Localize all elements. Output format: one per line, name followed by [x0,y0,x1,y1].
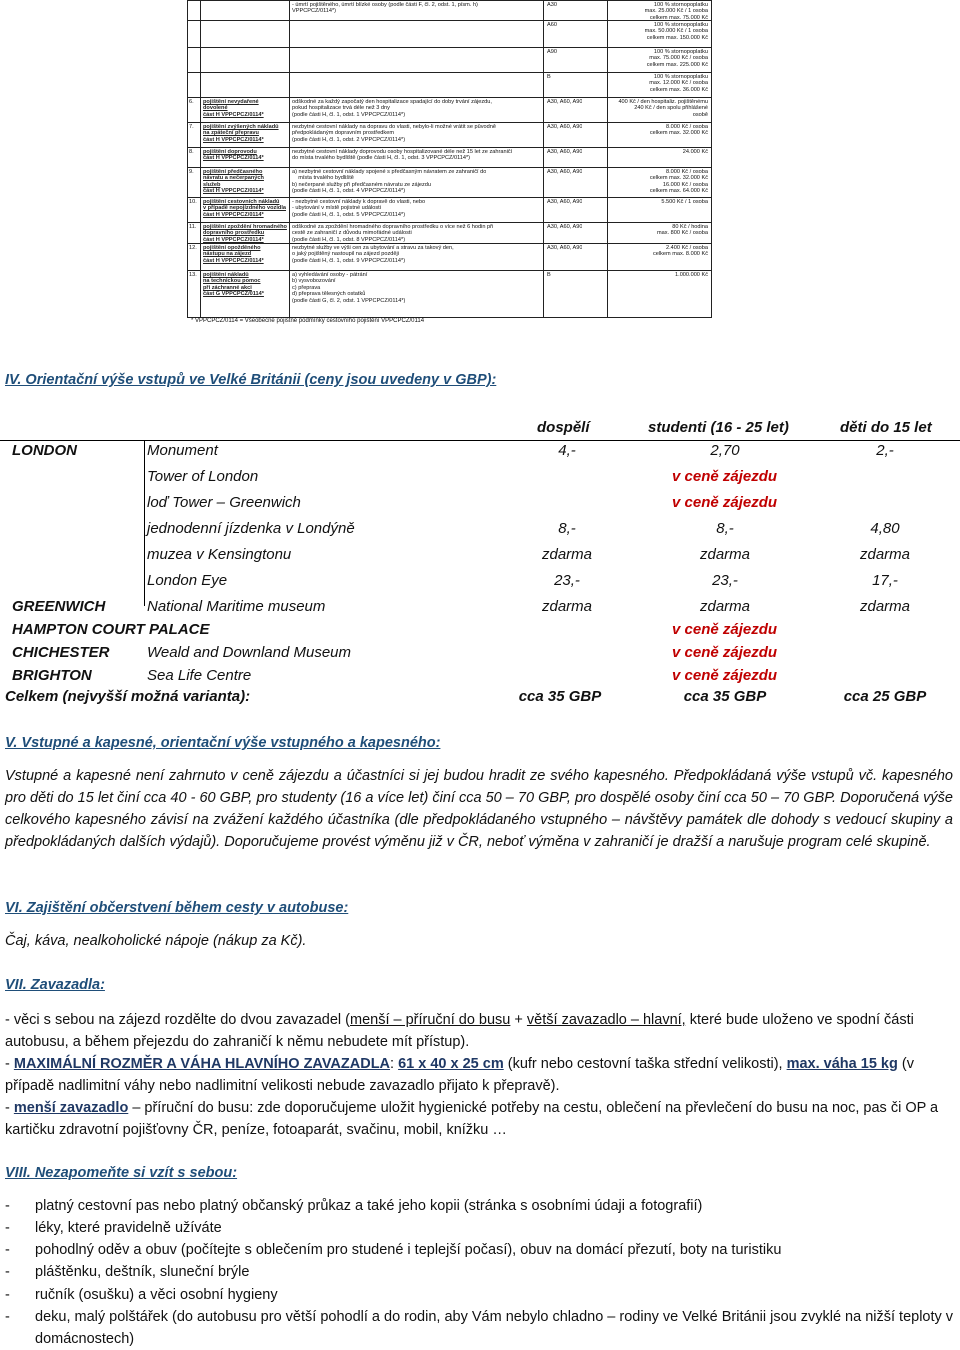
scan-code: A30, A60, A90 [547,99,583,105]
section-5-title: V. Vstupné a kapesné, orientační výše vstupného a kapesného: [5,735,441,751]
bring-list-item [5,1261,955,1283]
scan-limit: 100 % stornopoplatku max. 75.000 Kč / osoba celkem max. 225.000 Kč [646,49,708,68]
scan-desc: a) nezbytné cestovní náklady spojené s předčasným návratem ze zahraničí do místa trvalého bydliště b) nečerpané služby při předčasném návratu ze zájezdu (podle části H, čl. 1, odst. 4 VPPCPCZ/0114*) [292,169,487,195]
row-student-price: 2,70 [710,442,740,459]
total-row [0,688,960,712]
scan-row-line [187,47,712,48]
scan-name: pojištění doprovodu část H VPPCPCZ/0114* [203,149,264,162]
scan-name: pojištění předčasného návratu a nečerpaných služeb část H VPPCPCZ/0114* [203,169,264,195]
row-place: National Maritime museum [147,598,326,615]
row-student-price: 8,- [716,520,734,537]
scan-desc: odškodné za každý započatý den hospitalizace spadající do doby trvání zájezdu, pokud hospitalizace trvá déle než 3 dny (podle části H, čl. 1, odst. 1 VPPCPCZ/0114*) [292,99,492,118]
scan-row-line [187,270,712,271]
scan-num: 11. [189,224,197,230]
scan-code: A60 [547,22,557,28]
scan-code: A30, A60, A90 [547,245,583,251]
scan-row-line [187,243,712,244]
scan-code: A30, A60, A90 [547,124,583,130]
price-row [0,546,960,570]
scan-row-line [187,147,712,148]
col-students-header: studenti (16 - 25 let) [648,419,789,436]
list-dash: - [5,1264,10,1280]
list-dash: - [5,1198,10,1214]
scan-row-line [187,97,712,98]
row-included-note: v ceně zájezdu [672,468,778,485]
price-row [0,468,960,492]
row-child-price: zdarma [859,598,911,615]
row-child-price: 4,80 [870,520,900,537]
scan-num: 7. [189,124,194,130]
scan-num: 12. [189,245,197,251]
scan-row-line [187,72,712,73]
luggage-para-3: - menší zavazadlo – příruční do busu: zde doporučujeme uložit hygienické potřeby na cestu, oblečení na převlečení do busu na noc, pas či OP a kartičku zdravotní pojišťovny ČR, peníze, fotoaparát, svačinu, mobil, knížku … [5,1100,939,1138]
price-row [0,520,960,544]
row-city: LONDON [12,442,77,459]
scan-code: A30, A60, A90 [547,199,583,205]
scan-limit: 8.000 Kč / osoba celkem max. 32.000 Kč [649,124,708,137]
scan-num: 13. [189,272,197,278]
scan-code: B [547,272,551,278]
row-city: BRIGHTON [12,667,92,684]
scan-name: pojištění cestovních nákladů v případě nepojízdného vozidla část H VPPCPCZ/0114* [203,199,286,218]
scan-code: A30, A60, A90 [547,224,583,230]
row-child-price: zdarma [859,546,911,563]
scan-name: pojištění zpoždění hromadného dopravního prostředku část H VPPCPCZ/0114* [203,224,287,243]
scan-row-line [187,122,712,123]
scan-row-line [187,20,712,21]
scan-desc: a) vyhledávání osoby - pátrání b) vysvobozování c) přeprava d) přeprava tělesných ostatků (podle části G, čl. 2, odst. 1 VPPCPCZ/0114*) [292,272,406,304]
price-row [0,598,960,622]
total-child: cca 25 GBP [843,688,927,705]
bring-list-item [5,1284,955,1306]
list-dash: - [5,1287,10,1303]
row-adult-price: zdarma [541,598,593,615]
price-row [0,494,960,518]
total-label: Celkem (nejvyšší možná varianta): [5,688,251,705]
scan-row-line [187,197,712,198]
scan-name: pojištění zvýšených nákladů na zpáteční přepravu část H VPPCPCZ/0114* [203,124,279,143]
section-7-title: VII. Zavazadla: [5,977,105,993]
row-place: Monument [147,442,218,459]
bring-list-item [5,1239,955,1261]
list-dash: - [5,1220,10,1236]
scan-limit: 8.000 Kč / osoba celkem max. 32.000 Kč 16.000 Kč / osoba celkem max. 64.000 Kč [649,169,708,195]
luggage-para-1: - věci s sebou na zájezd rozdělte do dvou zavazadel (menší – příruční do busu + větší zavazadlo – hlavní, které bude uloženo ve spodní části autobusu, a během přejezdu do zahraničí k němu nebudete mít přístup). [5,1012,914,1050]
price-row [0,644,960,668]
row-place: Weald and Downland Museum [147,644,352,661]
row-child-price: 2,- [876,442,894,459]
scan-num: 9. [189,169,194,175]
row-student-price: zdarma [699,598,751,615]
scan-desc: nezbytné cestovní náklady doprovodu osoby hospitalizované déle než 15 let ze zahraničí do místa trvalého bydliště (podle části H, čl. 1, odst. 3 VPPCPCZ/0114*) [292,149,513,162]
scan-desc: - nezbytné cestovní náklady k dopravě do vlasti, nebo - ubytování v místě pojistné události (podle části H, čl. 1, odst. 5 VPPCPCZ/0114*) [292,199,426,218]
scan-name: pojištění nevydařené dovolené část H VPPCPCZ/0114* [203,99,264,118]
list-dash: - [5,1242,10,1258]
list-item-text: pláštěnku, deštník, sluneční brýle [35,1264,250,1280]
row-place: London Eye [147,572,228,589]
price-row [0,572,960,596]
row-city: CHICHESTER [12,644,110,661]
bring-list-item [5,1195,955,1217]
scan-code: A30 [547,2,557,8]
row-student-price: zdarma [699,546,751,563]
section-4-title: IV. Orientační výše vstupů ve Velké Británii (ceny jsou uvedeny v GBP): [5,372,497,388]
scan-limit: 2.400 Kč / osoba celkem max. 8.000 Kč [652,245,708,258]
col-adults-header: dospělí [537,419,590,436]
insurance-scan-table [187,0,712,328]
scan-row-line [187,167,712,168]
scan-row-line [187,222,712,223]
row-place: Tower of London [147,468,259,485]
bring-list-item [5,1306,955,1347]
total-student: cca 35 GBP [683,688,767,705]
total-adult: cca 35 GBP [518,688,602,705]
list-item-text: platný cestovní pas nebo platný občanský průkaz a také jeho kopii (stránka s osobními údaji a fotografií) [35,1198,703,1214]
row-adult-price: 23,- [554,572,580,589]
scan-code: A30, A60, A90 [547,169,583,175]
bring-list-item [5,1217,955,1239]
scan-desc: odškodné za zpoždění hromadného dopravního prostředku o více než 6 hodin při cestě ze zahraničí z důvodu mimořádné události (podle části H, čl. 1, odst. 8 VPPCPCZ/0114*) [292,224,494,243]
row-included-note: v ceně zájezdu [672,494,778,511]
scan-name: pojištění nákladů na technickou pomoc při záchranné akci část G VPPCPCZ/0114* [203,272,264,298]
price-row [0,442,960,466]
list-item-text: pohodlný oděv a obuv (počítejte s oblečením pro studené i teplejší počasí), obuv na domácí přezutí, boty na turistiku [35,1242,782,1258]
section-5-text: Vstupné a kapesné není zahrnuto v ceně zájezdu a účastníci si jej budou hradit ze svého kapesného. Předpokládaná výše vstupů vč. kapesného pro děti do 15 let činí cca 40 - 60 GBP, pro studenty (16 a více let) činí cca 50 – 70 GBP, pro dospělé osoby činí cca 50 – 70 GBP. Doporučená výše celkového kapesného závisí na zvážení každého účastníka (dle předpokládaného vstupného – návštěvy památek dle dohody s vedoucí skupiny a předpokládaných dalších výdajů). Doporučujeme provést výměnu již v ČR, neboť výměna v zahraničí je dražší a narušuje program celé skupině. [5,768,953,850]
luggage-para-2: - MAXIMÁLNÍ ROZMĚR A VÁHA HLAVNÍHO ZAVAZADLA: 61 x 40 x 25 cm (kufr nebo cestovní taška střední velikosti), max. váha 15 kg (v případě nadlimitní váhy nebo nadlimitní velikosti nebude zavazadlo přijato k přepravě). [5,1056,914,1094]
scan-code: A90 [547,49,557,55]
list-item-text: léky, které pravidelně užíváte [35,1220,222,1236]
row-city: HAMPTON COURT PALACE [12,621,210,638]
scan-code: A30, A60, A90 [547,149,583,155]
row-adult-price: 8,- [558,520,576,537]
row-included-note: v ceně zájezdu [672,667,778,684]
scan-limit: 400 Kč / den hospitaliz. pojištěnému 240 Kč / den spolu přihlášené osobě [618,99,708,118]
scan-num: 6. [189,99,194,105]
list-dash: - [5,1309,10,1325]
row-place: Sea Life Centre [147,667,252,684]
scan-desc: nezbytné cestovní náklady na dopravu do vlasti, nebylo-li možné vrátit se původně předpokládaným dopravním prostředkem (podle části H, čl. 1, odst. 2 VPPCPCZ/0114*) [292,124,496,143]
row-place: jednodenní jízdenka v Londýně [147,520,355,537]
list-item-text: deku, malý polštářek (do autobusu pro větší pohodlí a do rodin, aby Vám nebylo chladno – rodiny ve Velké Británii jsou zvyklé na nižší teploty v domácnostech) [35,1309,954,1347]
section-8-title: VIII. Nezapomeňte si vzít s sebou: [5,1165,238,1181]
scan-limit: 100 % stornopoplatku max. 12.000 Kč / osoba celkem max. 36.000 Kč [649,74,708,93]
scan-desc: nezbytné služby ve výši cen za ubytování a stravu za takový den, o jaký pojištěný nastoupil na zájezd později (podle části H, čl. 1, odst. 9 VPPCPCZ/0114*) [292,245,454,264]
scan-code: B [547,74,551,80]
list-item-text: ručník (osušku) a věci osobní hygieny [35,1287,278,1303]
scan-num: 10. [189,199,197,205]
section-6-title: VI. Zajištění občerstvení během cesty v autobuse: [5,900,349,916]
row-included-note: v ceně zájezdu [672,621,778,638]
row-place: loď Tower – Greenwich [147,494,301,511]
scan-limit: 24.000 Kč [682,149,708,155]
row-place: muzea v Kensingtonu [147,546,292,563]
scan-limit: 5.500 Kč / 1 osoba [661,199,708,205]
scan-limit: 1.000.000 Kč [675,272,708,278]
scan-limit: 80 Kč / hodina max. 800 Kč / osoba [657,224,708,237]
col-children-header: děti do 15 let [840,419,932,436]
scan-name: pojištění opožděného nástupu na zájezd část H VPPCPCZ/0114* [203,245,264,264]
row-adult-price: 4,- [558,442,576,459]
row-included-note: v ceně zájezdu [672,644,778,661]
row-student-price: 23,- [712,572,738,589]
row-city: GREENWICH [12,598,106,615]
scan-limit: 100 % stornopoplatku max. 25.000 Kč / 1 osoba celkem max. 75.000 Kč [644,2,708,21]
scan-footnote: * VPPCPCZ/0114 = Všeobecné pojistné podmínky cestovního pojištění VPPCPCZ/0114 [191,318,425,324]
section-6-text: Čaj, káva, nealkoholické nápoje (nákup za Kč). [5,933,307,949]
row-child-price: 17,- [872,572,898,589]
scan-num: 8. [189,149,194,155]
scan-limit: 100 % stornopoplatku max. 50.000 Kč / 1 osoba celkem max. 150.000 Kč [644,22,708,41]
price-row [0,621,960,645]
row-adult-price: zdarma [541,546,593,563]
scan-desc: - úmrtí pojištěného, úmrtí blízké osoby (podle části F, čl. 2, odst. 1, písm. h) VPPCPCZ/0114*) [292,2,478,15]
